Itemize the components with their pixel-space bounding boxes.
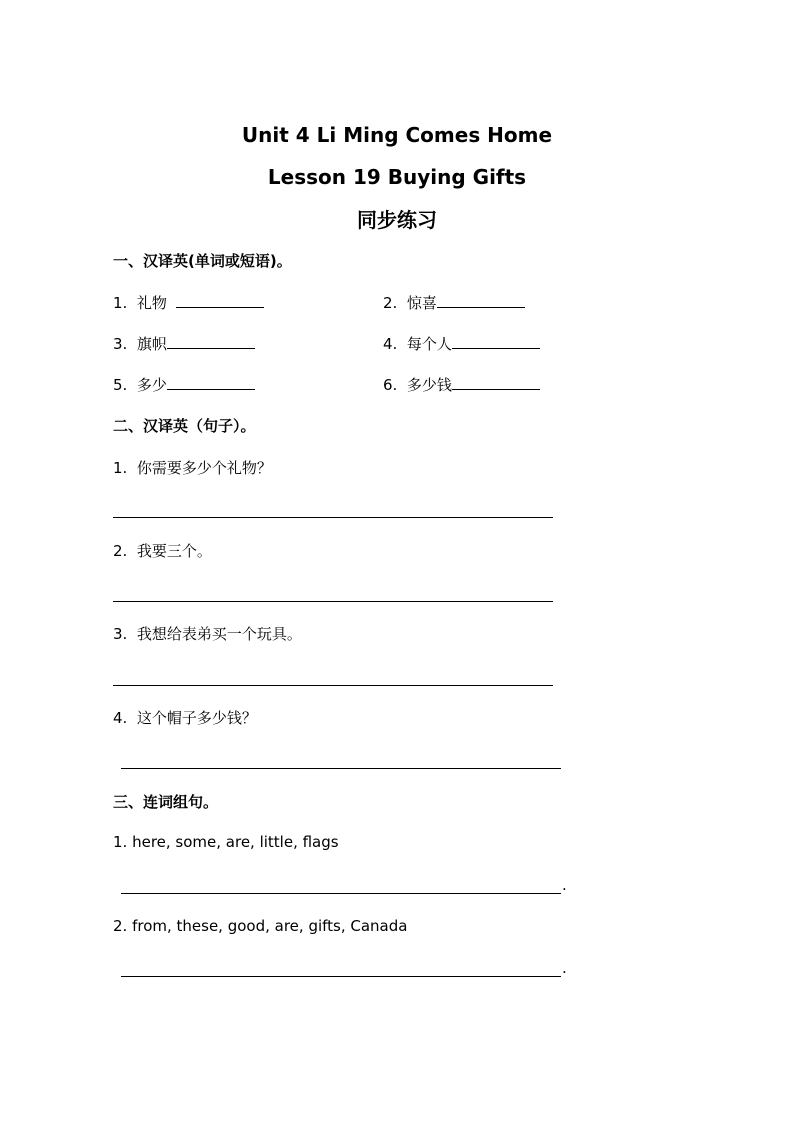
sentence-item-3: 3. 我想给表弟买一个玩具。 xyxy=(113,625,302,643)
vocab-item-2: 2. 惊喜 xyxy=(383,292,525,313)
sentence-item-1: 1. 你需要多少个礼物？ xyxy=(113,459,272,477)
sentence-end-period: . xyxy=(562,959,567,977)
section-3-heading: 三、连词组句。 xyxy=(113,793,219,811)
sentence-item-2: 2. 我要三个。 xyxy=(113,542,212,560)
answer-blank[interactable] xyxy=(167,374,255,390)
sentence-end-period: . xyxy=(562,876,567,894)
worksheet-subtitle: 同步练习 xyxy=(357,208,437,232)
vocab-item-1: 1. 礼物 xyxy=(113,292,264,313)
answer-line[interactable] xyxy=(121,768,561,769)
vocab-item-3: 3. 旗帜 xyxy=(113,333,255,354)
sentence-item-4: 4. 这个帽子多少钱？ xyxy=(113,709,257,727)
vocab-item-5: 5. 多少 xyxy=(113,374,255,395)
answer-blank[interactable] xyxy=(176,292,264,308)
section-2-heading: 二、汉译英（句子）。 xyxy=(113,417,256,435)
answer-blank[interactable] xyxy=(167,333,255,349)
answer-line[interactable] xyxy=(113,517,553,518)
answer-line[interactable] xyxy=(113,685,553,686)
section-1-heading: 一、汉译英(单词或短语)。 xyxy=(113,252,292,270)
answer-blank[interactable] xyxy=(437,292,525,308)
vocab-item-4: 4. 每个人 xyxy=(383,333,540,354)
answer-line[interactable] xyxy=(113,601,553,602)
answer-blank[interactable] xyxy=(452,374,540,390)
unit-title: Unit 4 Li Ming Comes Home xyxy=(241,123,553,147)
lesson-title: Lesson 19 Buying Gifts xyxy=(267,165,527,189)
answer-line[interactable] xyxy=(121,976,561,977)
answer-line[interactable] xyxy=(121,893,561,894)
answer-blank[interactable] xyxy=(452,333,540,349)
word-order-item-2: 2. from, these, good, are, gifts, Canada xyxy=(113,917,408,935)
word-order-item-1: 1. here, some, are, little, flags xyxy=(113,833,339,851)
vocab-item-6: 6. 多少钱 xyxy=(383,374,540,395)
